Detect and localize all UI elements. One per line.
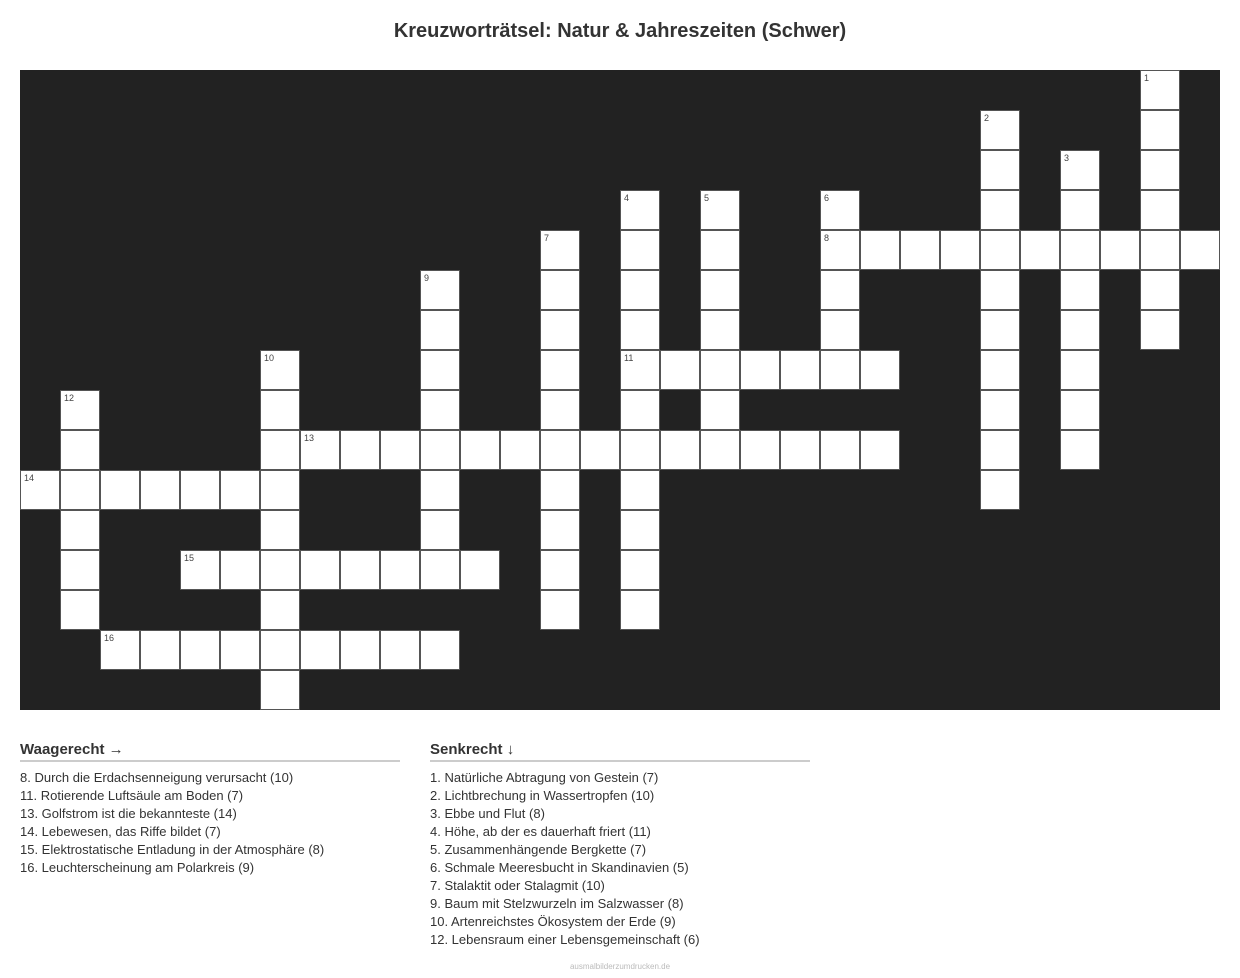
grid-cell[interactable]	[1140, 110, 1180, 150]
grid-cell[interactable]	[260, 630, 300, 670]
clue-number: 4	[624, 193, 630, 203]
grid-cell[interactable]	[820, 310, 860, 350]
grid-cell[interactable]	[1060, 230, 1100, 270]
grid-cell[interactable]	[260, 390, 300, 430]
grid-cell[interactable]	[980, 150, 1020, 190]
grid-cell[interactable]	[1020, 230, 1060, 270]
grid-cell[interactable]	[1060, 390, 1100, 430]
down-heading: Senkrecht ↓	[430, 740, 810, 762]
grid-cell[interactable]	[1060, 190, 1100, 230]
grid-cell[interactable]	[820, 430, 860, 470]
grid-cell[interactable]	[660, 430, 700, 470]
grid-cell[interactable]	[260, 590, 300, 630]
grid-cell[interactable]	[980, 190, 1020, 230]
grid-cell[interactable]	[980, 350, 1020, 390]
grid-cell[interactable]	[780, 430, 820, 470]
grid-cell[interactable]	[620, 270, 660, 310]
grid-cell[interactable]	[1100, 230, 1140, 270]
clue-number: 9	[424, 273, 430, 283]
grid-cell[interactable]	[1060, 310, 1100, 350]
grid-cell[interactable]	[540, 550, 580, 590]
grid-cell[interactable]	[620, 430, 660, 470]
grid-cell[interactable]	[380, 550, 420, 590]
grid-cell[interactable]	[260, 470, 300, 510]
clue-number: 2	[984, 113, 990, 123]
clue-number: 15	[184, 553, 195, 563]
clue-item: 12. Lebensraum einer Lebensgemeinschaft (6)	[430, 932, 700, 947]
grid-cell[interactable]	[820, 350, 860, 390]
clue-item: 2. Lichtbrechung in Wassertropfen (10)	[430, 788, 655, 803]
clue-item: 13. Golfstrom ist die bekannteste (14)	[20, 806, 237, 821]
clue-number: 3	[1064, 153, 1070, 163]
grid-cell[interactable]	[1140, 190, 1180, 230]
grid-cell[interactable]	[260, 350, 300, 390]
grid-cell[interactable]	[1180, 230, 1220, 270]
grid-cell[interactable]	[420, 470, 460, 510]
grid-cell[interactable]	[1140, 230, 1180, 270]
grid-cell[interactable]	[980, 430, 1020, 470]
clue-item: 7. Stalaktit oder Stalagmit (10)	[430, 878, 605, 893]
clue-item: 1. Natürliche Abtragung von Gestein (7)	[430, 770, 659, 785]
grid-cell[interactable]	[420, 310, 460, 350]
grid-cell[interactable]	[180, 630, 220, 670]
grid-cell[interactable]	[420, 550, 460, 590]
grid-cell[interactable]	[980, 270, 1020, 310]
grid-cell[interactable]	[540, 270, 580, 310]
grid-cell[interactable]	[740, 430, 780, 470]
clue-item: 10. Artenreichstes Ökosystem der Erde (9)	[430, 914, 676, 929]
grid-cell[interactable]	[180, 470, 220, 510]
grid-cell[interactable]	[300, 430, 340, 470]
grid-cell[interactable]	[980, 470, 1020, 510]
grid-cell[interactable]	[580, 430, 620, 470]
grid-cell[interactable]	[980, 230, 1020, 270]
clue-number: 14	[24, 473, 35, 483]
grid-cell[interactable]	[1060, 350, 1100, 390]
grid-cell[interactable]	[700, 190, 740, 230]
grid-cell[interactable]	[260, 550, 300, 590]
clue-number: 16	[104, 633, 115, 643]
grid-cell[interactable]	[340, 630, 380, 670]
grid-cell[interactable]	[420, 350, 460, 390]
grid-cell[interactable]	[60, 510, 100, 550]
grid-cell[interactable]	[420, 270, 460, 310]
grid-cell[interactable]	[220, 630, 260, 670]
grid-cell[interactable]	[540, 350, 580, 390]
grid-cell[interactable]	[700, 350, 740, 390]
clue-item: 11. Rotierende Luftsäule am Boden (7)	[20, 788, 244, 803]
grid-cell[interactable]	[540, 590, 580, 630]
across-heading: Waagerecht →	[20, 740, 400, 762]
down-clue-list	[430, 769, 810, 949]
grid-cell[interactable]	[1140, 270, 1180, 310]
grid-cell[interactable]	[260, 670, 300, 710]
grid-cell[interactable]	[140, 630, 180, 670]
grid-cell[interactable]	[180, 550, 220, 590]
grid-cell[interactable]	[60, 590, 100, 630]
grid-cell[interactable]	[620, 190, 660, 230]
grid-cell[interactable]	[540, 310, 580, 350]
clue-number: 8	[824, 233, 830, 243]
grid-cell[interactable]	[380, 630, 420, 670]
page-title: Kreuzworträtsel: Natur & Jahreszeiten (Schwer)	[393, 20, 847, 42]
grid-cell[interactable]	[860, 430, 900, 470]
grid-cell[interactable]	[420, 510, 460, 550]
grid-cell[interactable]	[540, 510, 580, 550]
grid-cell[interactable]	[660, 350, 700, 390]
grid-cell[interactable]	[620, 350, 660, 390]
grid-cell[interactable]	[60, 550, 100, 590]
grid-cell[interactable]	[300, 550, 340, 590]
clue-number: 13	[304, 433, 315, 443]
clue-item: 15. Elektrostatische Entladung in der Atmosphäre (8)	[20, 842, 325, 857]
crossword-grid	[20, 70, 1220, 710]
grid-cell[interactable]	[420, 390, 460, 430]
grid-cell[interactable]	[900, 230, 940, 270]
clue-item: 16. Leuchterscheinung am Polarkreis (9)	[20, 860, 255, 875]
grid-cell[interactable]	[540, 230, 580, 270]
grid-cell[interactable]	[620, 470, 660, 510]
grid-cell[interactable]	[620, 230, 660, 270]
grid-cell[interactable]	[220, 470, 260, 510]
grid-cell[interactable]	[540, 470, 580, 510]
grid-cell[interactable]	[620, 510, 660, 550]
grid-cell[interactable]	[1060, 150, 1100, 190]
grid-cell[interactable]	[540, 430, 580, 470]
grid-cell[interactable]	[940, 230, 980, 270]
grid-cell[interactable]	[20, 470, 60, 510]
grid-cell[interactable]	[1060, 270, 1100, 310]
grid-cell[interactable]	[700, 430, 740, 470]
grid-cell[interactable]	[620, 310, 660, 350]
grid-cell[interactable]	[60, 470, 100, 510]
footer-credit: ausmalbilderzumdrucken.de	[569, 962, 671, 971]
across-clues	[20, 740, 400, 877]
clue-number: 6	[824, 193, 830, 203]
clue-item: 5. Zusammenhängende Bergkette (7)	[430, 842, 647, 857]
grid-cell[interactable]	[1140, 70, 1180, 110]
grid-cell[interactable]	[780, 350, 820, 390]
grid-cell[interactable]	[700, 310, 740, 350]
clue-item: 8. Durch die Erdachsenneigung verursacht (10)	[20, 770, 294, 785]
grid-cell[interactable]	[540, 390, 580, 430]
clue-item: 3. Ebbe und Flut (8)	[430, 806, 545, 821]
clue-number: 12	[64, 393, 75, 403]
down-clues	[430, 740, 810, 949]
grid-cell[interactable]	[980, 110, 1020, 150]
grid-cell[interactable]	[860, 350, 900, 390]
grid-cell[interactable]	[860, 230, 900, 270]
grid-cell[interactable]	[420, 630, 460, 670]
grid-cell[interactable]	[700, 270, 740, 310]
grid-cell[interactable]	[100, 470, 140, 510]
grid-cell[interactable]	[700, 390, 740, 430]
clue-number: 1	[1144, 73, 1150, 83]
grid-cell[interactable]	[500, 430, 540, 470]
grid-cell[interactable]	[620, 390, 660, 430]
clue-number: 10	[264, 353, 275, 363]
grid-cell[interactable]	[980, 310, 1020, 350]
grid-cell[interactable]	[340, 550, 380, 590]
clue-number: 7	[544, 233, 550, 243]
grid-cell[interactable]	[1140, 310, 1180, 350]
grid-cell[interactable]	[260, 510, 300, 550]
clue-item: 14. Lebewesen, das Riffe bildet (7)	[20, 824, 221, 839]
grid-cell[interactable]	[740, 350, 780, 390]
clue-number: 5	[704, 193, 710, 203]
clue-item: 9. Baum mit Stelzwurzeln im Salzwasser (8)	[430, 896, 684, 911]
grid-cell[interactable]	[140, 470, 180, 510]
grid-cell[interactable]	[60, 430, 100, 470]
grid-cell[interactable]	[100, 630, 140, 670]
grid-cell[interactable]	[1140, 150, 1180, 190]
grid-cell[interactable]	[620, 590, 660, 630]
grid-cell[interactable]	[820, 230, 860, 270]
grid-cell[interactable]	[820, 270, 860, 310]
grid-cell[interactable]	[1060, 430, 1100, 470]
clue-item: 6. Schmale Meeresbucht in Skandinavien (5)	[430, 860, 689, 875]
grid-cell[interactable]	[460, 550, 500, 590]
grid-cell[interactable]	[420, 430, 460, 470]
grid-cell[interactable]	[300, 630, 340, 670]
across-clue-list	[20, 769, 400, 877]
grid-cell[interactable]	[460, 430, 500, 470]
grid-cell[interactable]	[620, 550, 660, 590]
clue-item: 4. Höhe, ab der es dauerhaft friert (11)	[430, 824, 651, 839]
grid-cell[interactable]	[60, 390, 100, 430]
clue-number: 11	[624, 353, 634, 363]
grid-cell[interactable]	[980, 390, 1020, 430]
grid-cell[interactable]	[220, 550, 260, 590]
grid-cell[interactable]	[340, 430, 380, 470]
grid-cell[interactable]	[380, 430, 420, 470]
grid-cell[interactable]	[260, 430, 300, 470]
grid-cell[interactable]	[820, 190, 860, 230]
grid-cell[interactable]	[700, 230, 740, 270]
